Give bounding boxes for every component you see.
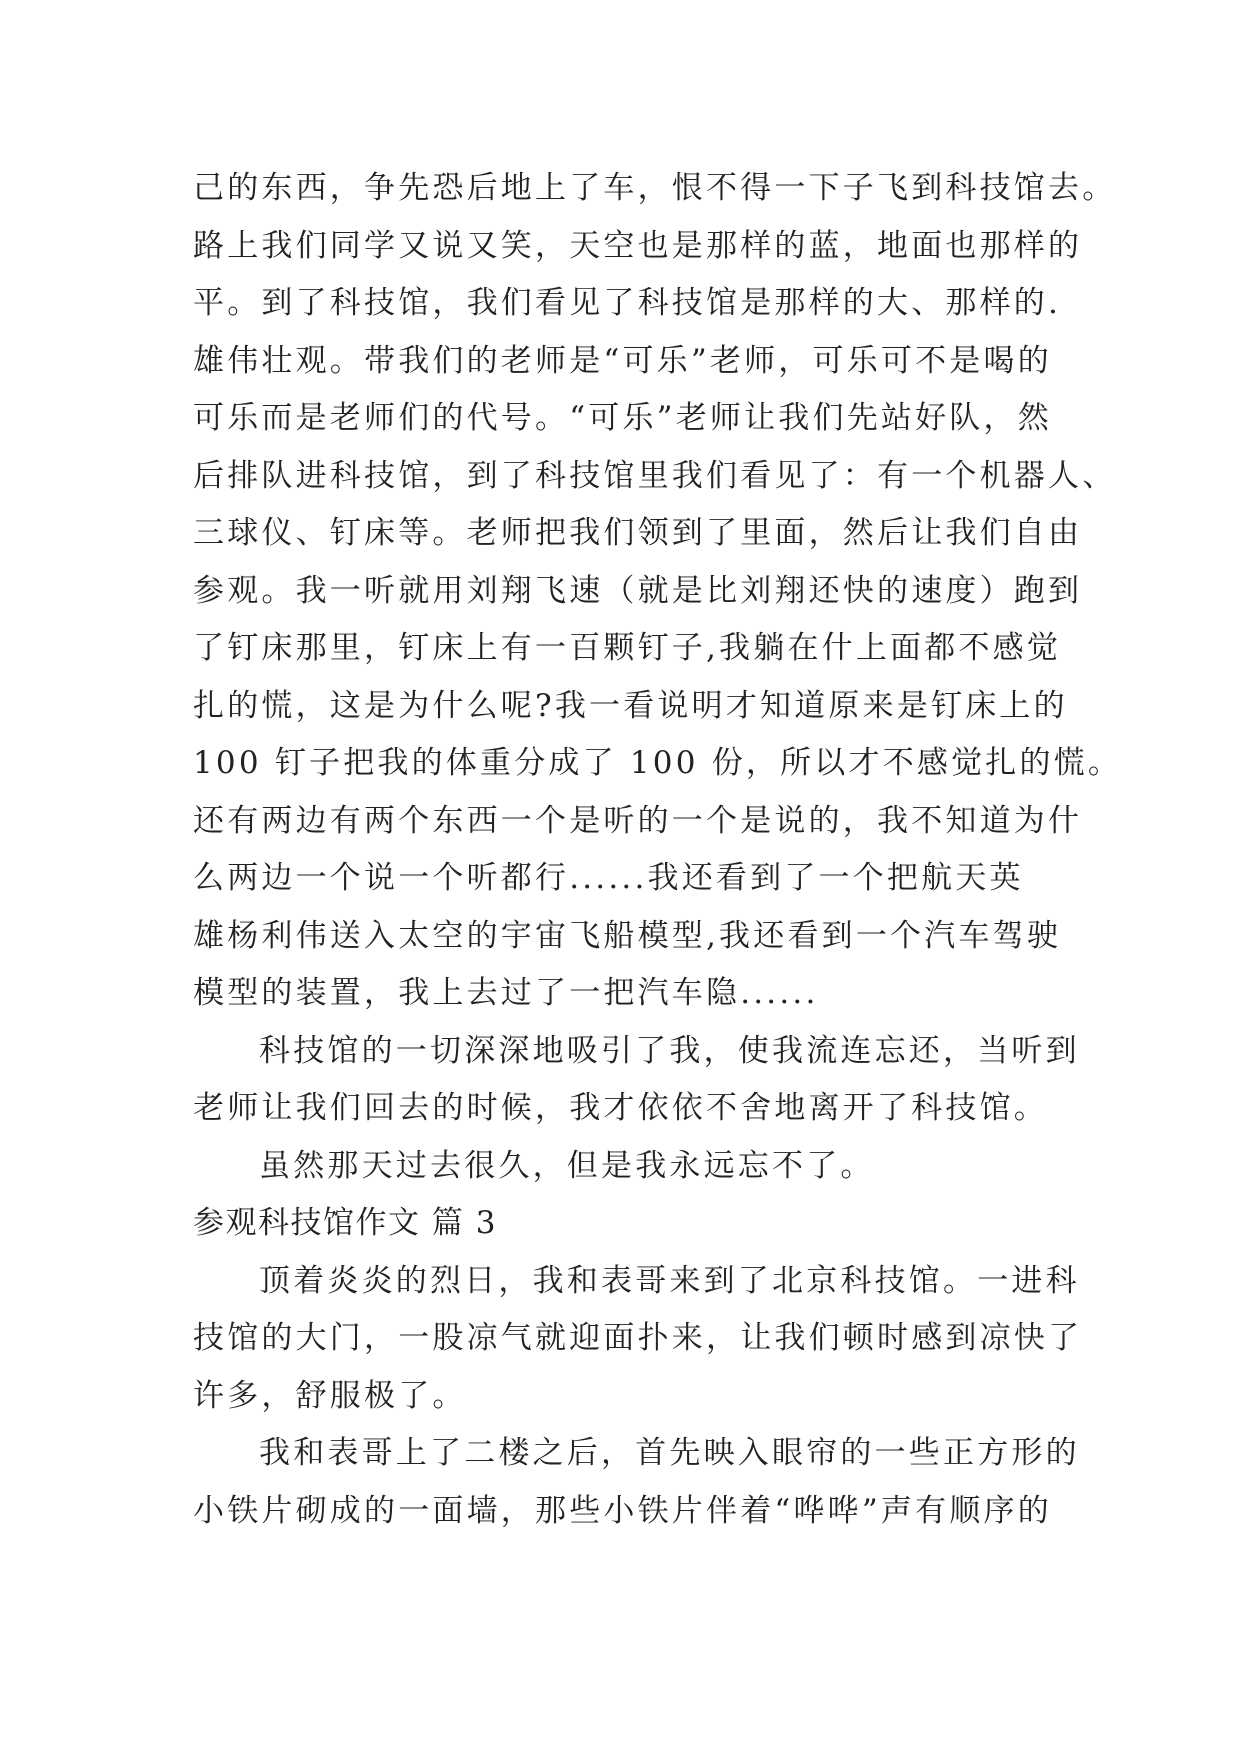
text-line: 路上我们同学又说又笑，天空也是那样的蓝，地面也那样的 <box>193 227 1083 264</box>
text-line: 平。到了科技馆，我们看见了科技馆是那样的大、那样的. <box>193 285 1062 321</box>
text-line: 雄伟壮观。带我们的老师是“可乐”老师，可乐可不是喝的 <box>193 342 1052 379</box>
text-line: 还有两边有两个东西一个是听的一个是说的，我不知道为什 <box>193 802 1083 839</box>
text-line: 雄杨利伟送入太空的宇宙飞船模型,我还看到一个汽车驾驶 <box>193 917 1062 954</box>
text-line: 参观。我一听就用刘翔飞速（就是比刘翔还快的速度）跑到 <box>193 572 1083 609</box>
text-line: 100 钉子把我的体重分成了 100 份，所以才不感觉扎的慌。 <box>193 745 1123 781</box>
paragraph-start-line: 我和表哥上了二楼之后，首先映入眼帘的一些正方形的 <box>259 1435 1080 1471</box>
section-heading: 参观科技馆作文 篇 3 <box>193 1205 497 1241</box>
text-line: 己的东西，争先恐后地上了车，恨不得一下子飞到科技馆去。 <box>193 170 1117 206</box>
text-line: 模型的装置，我上去过了一把汽车隐...... <box>193 975 819 1011</box>
paragraph-start-line: 科技馆的一切深深地吸引了我，使我流连忘还，当听到 <box>259 1032 1080 1069</box>
text-line: 可乐而是老师们的代号。“可乐”老师让我们先站好队，然 <box>193 400 1052 436</box>
text-line: 扎的慌，这是为什么呢?我一看说明才知道原来是钉床上的 <box>193 687 1068 724</box>
text-line: 三球仪、钉床等。老师把我们领到了里面，然后让我们自由 <box>193 515 1083 551</box>
text-line: 许多，舒服极了。 <box>193 1377 467 1414</box>
text-line: 了钉床那里，钉床上有一百颗钉子,我躺在什上面都不感觉 <box>193 630 1062 666</box>
essay-body <box>193 160 1123 1540</box>
text-line: 后排队进科技馆，到了科技馆里我们看见了：有一个机器人、 <box>193 457 1117 494</box>
text-line: 小铁片砌成的一面墙，那些小铁片伴着“哗哗”声有顺序的 <box>193 1492 1052 1529</box>
text-line: 老师让我们回去的时候，我才依依不舍地离开了科技馆。 <box>193 1090 1048 1126</box>
paragraph-start-line: 顶着炎炎的烈日，我和表哥来到了北京科技馆。一进科 <box>259 1262 1080 1299</box>
paragraph-start-line: 虽然那天过去很久，但是我永远忘不了。 <box>259 1147 875 1184</box>
text-line: 么两边一个说一个听都行......我还看到了一个把航天英 <box>193 860 1024 896</box>
text-line: 技馆的大门，一股凉气就迎面扑来，让我们顿时感到凉快了 <box>193 1320 1083 1356</box>
